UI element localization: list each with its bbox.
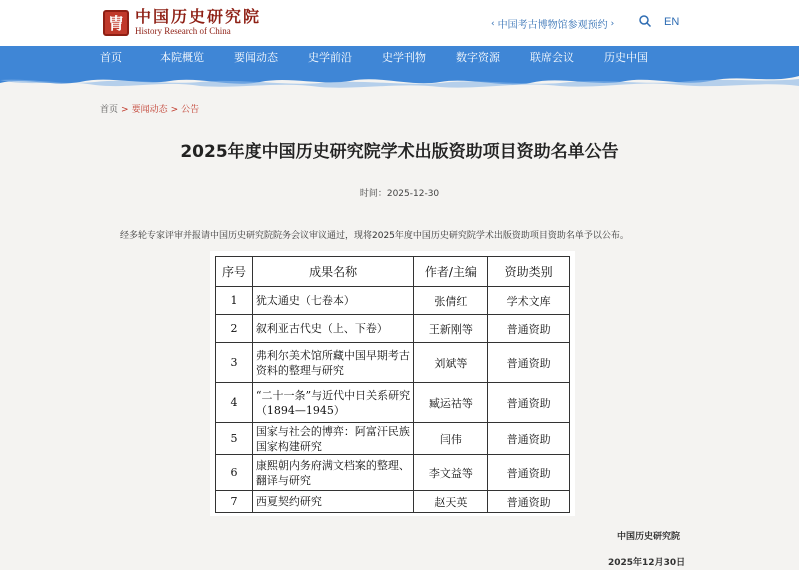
logo-chinese-name: 中国历史研究院 — [135, 7, 262, 26]
cell-serial: 4 — [216, 383, 253, 423]
nav-item-3[interactable]: 史学前沿 — [308, 51, 352, 64]
cell-work-title: 弗利尔美术馆所藏中国早期考古资料的整理与研究 — [252, 343, 414, 383]
cell-work-title: 国家与社会的博弈：阿富汗民族国家构建研究 — [252, 423, 414, 455]
language-switch-en[interactable]: EN — [664, 16, 680, 28]
breadcrumb-section[interactable]: 要闻动态 — [131, 105, 168, 115]
cell-author: 臧运祜等 — [414, 383, 488, 423]
header-serial: 序号 — [216, 257, 253, 287]
chevron-left-icon: ‹ — [491, 18, 495, 29]
cell-author: 刘斌等 — [414, 343, 488, 383]
cell-serial: 5 — [216, 423, 253, 455]
signature-date: 2025年12月30日 — [608, 558, 686, 568]
table-row — [216, 423, 570, 455]
publish-time: 时间：2025-12-30 — [359, 189, 440, 199]
cell-grant-type: 普通资助 — [488, 383, 570, 423]
cell-work-title: 叙利亚古代史（上、下卷） — [252, 315, 414, 343]
table-row — [216, 287, 570, 315]
cell-work-title: “二十一条”与近代中日关系研究（1894—1945） — [252, 383, 414, 423]
cell-grant-type: 普通资助 — [488, 315, 570, 343]
breadcrumb-current[interactable]: 公告 — [181, 105, 200, 115]
table-row — [216, 491, 570, 513]
header-grant-type: 资助类别 — [488, 257, 570, 287]
cell-author: 闫伟 — [414, 423, 488, 455]
cell-serial: 1 — [216, 287, 253, 315]
cell-work-title: 犹太通史（七卷本） — [252, 287, 414, 315]
cell-grant-type: 普通资助 — [488, 491, 570, 513]
cell-serial: 7 — [216, 491, 253, 513]
table-row — [216, 343, 570, 383]
cell-serial: 2 — [216, 315, 253, 343]
cell-grant-type: 普通资助 — [488, 455, 570, 491]
breadcrumb-separator: > — [170, 105, 179, 115]
logo-seal-icon: 胄 — [103, 10, 129, 36]
chevron-right-icon: › — [610, 18, 615, 29]
table-row — [216, 455, 570, 491]
cell-grant-type: 学术文库 — [488, 287, 570, 315]
cell-author: 李文益等 — [414, 455, 488, 491]
nav-item-7[interactable]: 历史中国 — [604, 51, 648, 64]
cell-serial: 6 — [216, 455, 253, 491]
table-row — [216, 315, 570, 343]
cell-grant-type: 普通资助 — [488, 423, 570, 455]
cell-serial: 3 — [216, 343, 253, 383]
signature-organization: 中国历史研究院 — [617, 532, 681, 542]
cell-author: 王新刚等 — [414, 315, 488, 343]
grant-list-table — [215, 256, 570, 513]
nav-item-1[interactable]: 本院概览 — [160, 51, 204, 64]
cell-work-title: 西夏契约研究 — [252, 491, 414, 513]
table-row — [216, 383, 570, 423]
main-nav — [0, 46, 799, 70]
cell-grant-type: 普通资助 — [488, 343, 570, 383]
header-work-title: 成果名称 — [252, 257, 414, 287]
breadcrumb-separator: > — [121, 105, 129, 115]
breadcrumb-home[interactable]: 首页 — [100, 105, 119, 115]
nav-item-4[interactable]: 史学刊物 — [382, 51, 426, 64]
table-header-row — [216, 257, 570, 287]
logo-english-name: History Research of China — [135, 26, 231, 36]
grant-list-table-image — [210, 251, 575, 516]
ink-wash-divider — [0, 70, 799, 90]
nav-item-5[interactable]: 数字资源 — [456, 51, 500, 64]
cell-author: 张倩红 — [414, 287, 488, 315]
cell-author: 赵天英 — [414, 491, 488, 513]
nav-item-0[interactable]: 首页 — [100, 51, 122, 64]
cell-work-title: 康熙朝内务府满文档案的整理、翻译与研究 — [252, 455, 414, 491]
site-logo[interactable] — [103, 8, 261, 37]
nav-item-2[interactable]: 要闻动态 — [234, 51, 278, 64]
header-author: 作者/主编 — [414, 257, 488, 287]
museum-reservation-link[interactable] — [488, 16, 617, 31]
article-intro: 经多轮专家评审并报请中国历史研究院院务会议审议通过，现将2025年度中国历史研究院学术出版资助项目资助名单予以公布。 — [120, 231, 629, 241]
search-icon[interactable] — [638, 14, 652, 28]
museum-reservation-label: 中国考古博物馆参观预约 — [497, 20, 608, 31]
site-header — [0, 0, 799, 46]
page-title: 2025年度中国历史研究院学术出版资助项目资助名单公告 — [180, 142, 619, 162]
nav-item-6[interactable]: 联席会议 — [530, 51, 574, 64]
breadcrumb — [100, 102, 199, 115]
